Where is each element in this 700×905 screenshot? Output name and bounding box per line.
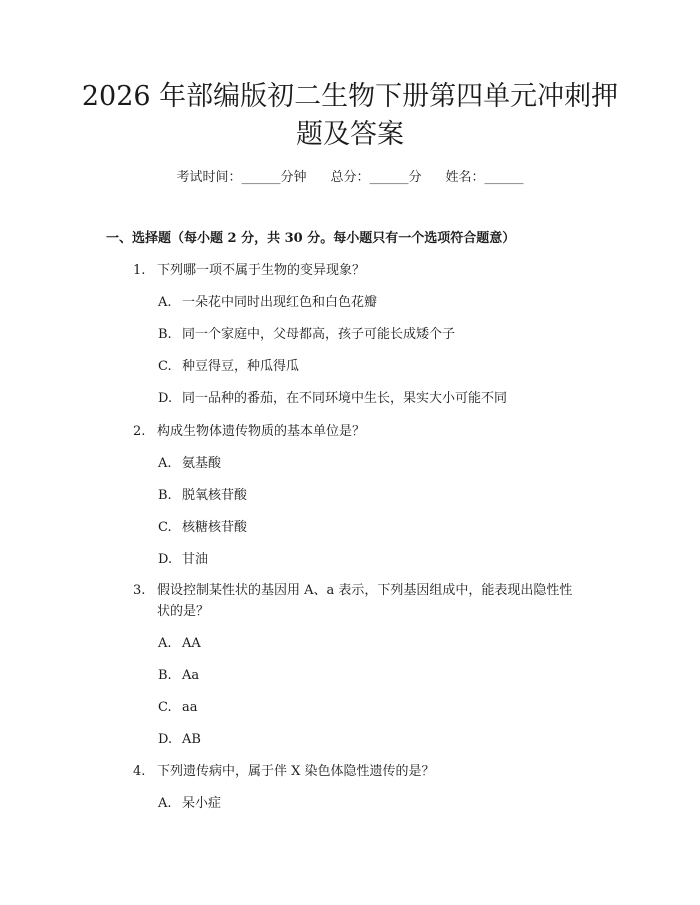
page-title [80, 78, 620, 154]
option-letter: C. [158, 359, 172, 374]
option-letter: C. [158, 520, 172, 535]
question-3 [133, 581, 603, 600]
question-number: 3. [133, 583, 146, 598]
question-text-line-1: 假设控制某性状的基因用 A、a 表示，下列基因组成中，能表现出隐性性 [157, 583, 573, 598]
question-number: 4. [133, 764, 146, 779]
option-text: AA [182, 636, 201, 651]
option-1c [158, 357, 299, 376]
option-text: 核糖核苷酸 [182, 520, 248, 535]
option-text: Aa [182, 668, 200, 683]
section-heading: 一、选择题（每小题 2 分，共 30 分。每小题只有一个选项符合题意） [106, 231, 516, 246]
option-text: 甘油 [182, 552, 209, 567]
option-text: 同一个家庭中，父母都高，孩子可能长成矮个子 [182, 327, 456, 342]
question-2 [133, 422, 603, 441]
option-text: 氨基酸 [182, 456, 222, 471]
option-4a [158, 794, 221, 813]
option-1b [158, 325, 455, 344]
option-text: 脱氧核苷酸 [182, 488, 248, 503]
option-letter: A. [158, 456, 172, 471]
option-text: 一朵花中同时出现红色和白色花瓣 [182, 295, 378, 310]
option-1d [158, 389, 507, 408]
student-name-field: 姓名：______ [445, 170, 524, 185]
option-3d [158, 730, 201, 749]
option-text: AB [182, 732, 201, 747]
question-3-continued [133, 602, 603, 621]
option-2d [158, 550, 208, 569]
option-2a [158, 454, 221, 473]
question-text: 下列遗传病中，属于伴 X 染色体隐性遗传的是？ [157, 764, 435, 779]
exam-info-line [0, 168, 700, 188]
question-number: 2. [133, 424, 146, 439]
total-score-field: 总分：______分 [330, 170, 422, 185]
question-text: 构成生物体遗传物质的基本单位是？ [157, 424, 366, 439]
option-1a [158, 293, 377, 312]
option-2b [158, 486, 247, 505]
option-letter: B. [158, 668, 172, 683]
exam-time-field: 考试时间：______分钟 [176, 170, 307, 185]
question-text-line-2: 状的是？ [157, 604, 210, 619]
option-text: 同一品种的番茄，在不同环境中生长，果实大小可能不同 [182, 391, 508, 406]
option-text: 种豆得豆，种瓜得瓜 [182, 359, 300, 374]
option-2c [158, 518, 247, 537]
option-letter: A. [158, 295, 172, 310]
title-line-1: 2026 年部编版初二生物下册第四单元冲刺押 [81, 81, 619, 112]
option-letter: B. [158, 488, 172, 503]
option-3c [158, 698, 198, 717]
option-text: aa [182, 700, 198, 715]
title-line-2: 题及答案 [296, 119, 404, 150]
option-3b [158, 666, 199, 685]
option-3a [158, 634, 201, 653]
option-letter: A. [158, 796, 172, 811]
question-4 [133, 762, 603, 781]
option-text: 呆小症 [182, 796, 222, 811]
question-number: 1. [133, 263, 146, 278]
question-1 [133, 261, 603, 280]
option-letter: A. [158, 636, 172, 651]
option-letter: D. [158, 732, 173, 747]
question-text: 下列哪一项不属于生物的变异现象？ [157, 263, 366, 278]
option-letter: D. [158, 552, 173, 567]
option-letter: B. [158, 327, 172, 342]
option-letter: C. [158, 700, 172, 715]
option-letter: D. [158, 391, 173, 406]
